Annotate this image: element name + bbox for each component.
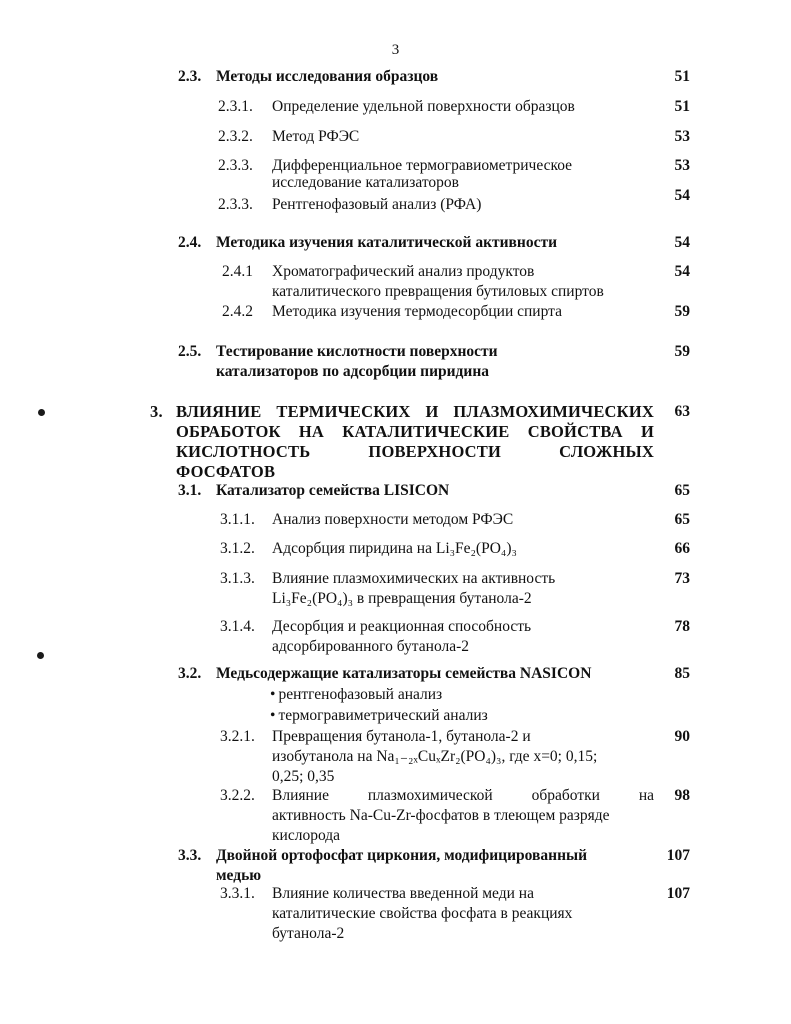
section-number: 2.3.3. xyxy=(218,196,253,213)
section-number: 2.3.3. xyxy=(218,157,253,174)
section-number: 3.3.1. xyxy=(220,885,255,902)
chapter-title: ВЛИЯНИЕ ТЕРМИЧЕСКИХ И ПЛАЗМОХИМИЧЕСКИХ ОБРАБОТОК НА КАТАЛИТИЧЕСКИЕ СВОЙСТВА И КИСЛОТНОСТЬ ПОВЕРХНОСТИ СЛОЖНЫХ ФОСФАТОВ xyxy=(176,402,654,481)
section-number: 3.1. xyxy=(178,482,202,499)
page-ref: 53 xyxy=(674,128,690,145)
section-title: Определение удельной поверхности образцов xyxy=(272,98,575,115)
section-title: Медьсодержащие катализаторы семейства NASICON xyxy=(216,665,592,682)
section-title: Тестирование кислотности поверхности катализаторов по адсорбции пиридина xyxy=(216,343,498,380)
page-ref: 73 xyxy=(674,570,690,587)
section-title: Методика изучения каталитической активности xyxy=(216,234,558,251)
section-number: 3.1.2. xyxy=(220,540,255,557)
page-ref: 107 xyxy=(666,847,690,864)
margin-mark xyxy=(37,652,44,659)
page-ref: 63 xyxy=(674,403,690,420)
section-title: Рентгенофазовый анализ (РФА) xyxy=(272,196,482,213)
section-number: 3.1.4. xyxy=(220,618,255,635)
section-title: Метод РФЭС xyxy=(272,128,360,145)
page-ref: 90 xyxy=(674,728,690,745)
page-ref: 65 xyxy=(674,482,690,499)
section-number: 3.2. xyxy=(178,665,202,682)
section-title: Катализатор семейства LISICON xyxy=(216,482,450,499)
page-ref: 59 xyxy=(674,303,690,320)
section-number: 2.3.1. xyxy=(218,98,253,115)
section-title: Превращения бутанола-1, бутанола-2 и изобутанола на Na₁₋₂ₓCuₓZr₂(PO₄)₃, где х=0; 0,15; 0,25; 0,35 xyxy=(272,728,598,785)
section-number: 3. xyxy=(150,402,163,421)
section-number: 3.2.1. xyxy=(220,728,255,745)
page-ref: 51 xyxy=(674,68,690,85)
page-number: 3 xyxy=(391,42,400,58)
section-title: Адсорбция пиридина на Li₃Fe₂(PO₄)₃ xyxy=(272,540,517,557)
page-ref: 66 xyxy=(674,540,690,557)
section-number: 3.2.2. xyxy=(220,787,255,804)
section-title: Методы исследования образцов xyxy=(216,68,439,85)
page-ref: 53 xyxy=(674,157,690,174)
section-number: 3.3. xyxy=(178,847,202,864)
section-title: Двойной ортофосфат циркония, модифицированный медью xyxy=(216,847,588,884)
page-ref: 98 xyxy=(674,787,690,804)
page-ref: 54 xyxy=(674,234,690,251)
page-ref: 54 xyxy=(674,187,690,204)
section-title: Влияние плазмохимических на активность Li₃Fe₂(PO₄)₃ в превращения бутанола-2 xyxy=(272,570,556,607)
page-ref: 107 xyxy=(666,885,690,902)
section-title: Дифференциальное термогравиометрическое исследование катализаторов xyxy=(272,157,573,191)
page-ref: 65 xyxy=(674,511,690,528)
section-title: Десорбция и реакционная способность адсорбированного бутанола-2 xyxy=(272,618,532,655)
section-number: 3.1.3. xyxy=(220,570,255,587)
section-title: Влияние плазмохимической обработки на активность Na-Cu-Zr-фосфатов в тлеющем разряде кислорода xyxy=(272,787,654,844)
page-ref: 54 xyxy=(674,263,690,280)
page-ref: 85 xyxy=(674,665,690,682)
bullet-item: • рентгенофазовый анализ xyxy=(270,685,442,705)
section-number: 3.1.1. xyxy=(220,511,255,528)
section-number: 2.4.2 xyxy=(222,303,253,320)
bullet-item: • термогравиметрический анализ xyxy=(270,706,488,726)
section-number: 2.4.1 xyxy=(222,263,253,280)
section-title: Влияние количества введенной меди на каталитические свойства фосфата в реакциях бутанола-2 xyxy=(272,885,573,942)
section-title: Анализ поверхности методом РФЭС xyxy=(272,511,514,528)
margin-mark xyxy=(38,409,45,416)
page-ref: 51 xyxy=(674,98,690,115)
section-title: Хроматографический анализ продуктов каталитического превращения бутиловых спиртов xyxy=(272,263,604,300)
section-title: Методика изучения термодесорбции спирта xyxy=(272,303,562,320)
section-number: 2.5. xyxy=(178,343,202,360)
page-ref: 78 xyxy=(674,618,690,635)
section-number: 2.4. xyxy=(178,234,202,251)
section-number: 2.3. xyxy=(178,68,202,85)
section-number: 2.3.2. xyxy=(218,128,253,145)
page-ref: 59 xyxy=(674,343,690,360)
